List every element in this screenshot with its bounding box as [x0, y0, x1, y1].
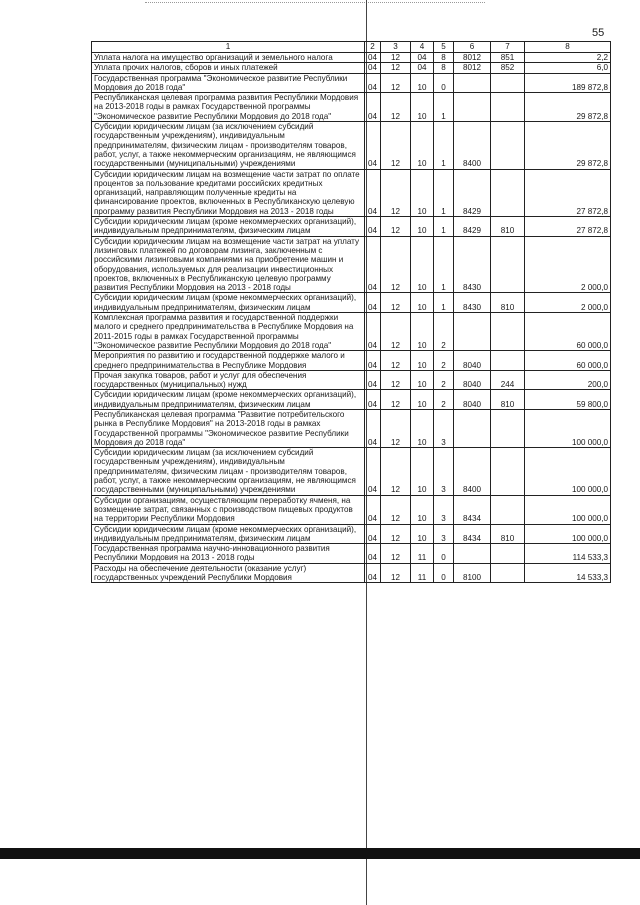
row-value-cell-c5: 2	[434, 390, 454, 410]
row-value-cell-c5: 1	[434, 217, 454, 237]
row-value-cell-c5: 8	[434, 53, 454, 63]
row-value-cell-c7	[491, 544, 525, 564]
row-value-cell-c7	[491, 169, 525, 216]
row-name-cell: Мероприятия по развитию и государственной поддержке малого и среднего предпринимательства в Республике Мордовия	[92, 351, 365, 371]
row-value-cell-c5: 3	[434, 524, 454, 544]
row-value-cell-c7	[491, 122, 525, 169]
row-name-cell: Прочая закупка товаров, работ и услуг для обеспечения государственных (муниципальных) нужд	[92, 370, 365, 390]
row-value-cell-c5: 3	[434, 409, 454, 447]
row-value-cell-c3: 12	[381, 293, 411, 313]
row-value-cell-c7: 851	[491, 53, 525, 63]
row-value-cell-c6: 8400	[454, 448, 491, 495]
row-value-cell-c2: 04	[365, 351, 381, 371]
row-value-cell-c4: 10	[411, 524, 434, 544]
row-value-cell-c7	[491, 73, 525, 93]
row-value-cell-c3: 12	[381, 53, 411, 63]
row-value-cell-c7	[491, 563, 525, 583]
row-value-cell-c3: 12	[381, 544, 411, 564]
row-value-cell-c8: 200,0	[525, 370, 611, 390]
row-value-cell-c4: 10	[411, 448, 434, 495]
row-value-cell-c2: 04	[365, 524, 381, 544]
row-value-cell-c6	[454, 544, 491, 564]
row-value-cell-c4: 04	[411, 53, 434, 63]
table-row	[92, 544, 611, 564]
row-name-cell: Субсидии юридическим лицам (кроме некоммерческих организаций), индивидуальным предпринимателям, физическим лицам	[92, 390, 365, 410]
row-value-cell-c3: 12	[381, 73, 411, 93]
row-name-cell: Уплата прочих налогов, сборов и иных платежей	[92, 63, 365, 73]
row-value-cell-c6: 8100	[454, 563, 491, 583]
table-row	[92, 122, 611, 169]
row-name-cell: Государственная программа научно-инновационного развития Республики Мордовия на 2013 - 2018 годы	[92, 544, 365, 564]
row-value-cell-c3: 12	[381, 563, 411, 583]
row-value-cell-c3: 12	[381, 236, 411, 293]
row-value-cell-c7: 810	[491, 293, 525, 313]
row-value-cell-c2: 04	[365, 169, 381, 216]
row-value-cell-c5: 0	[434, 73, 454, 93]
header-cell: 2	[365, 42, 381, 53]
row-name-cell: Субсидии юридическим лицам (кроме некоммерческих организаций), индивидуальным предпринимателям, физическим лицам	[92, 524, 365, 544]
row-name-cell: Республиканская целевая программа развития Республики Мордовия на 2013-2018 годы в рамках Государственной программы "Экономическое развитие Республики Мордовия до 2018 года"	[92, 93, 365, 122]
row-value-cell-c7	[491, 409, 525, 447]
row-value-cell-c6	[454, 73, 491, 93]
row-value-cell-c8: 59 800,0	[525, 390, 611, 410]
row-value-cell-c2: 04	[365, 370, 381, 390]
row-value-cell-c8: 100 000,0	[525, 495, 611, 524]
row-value-cell-c4: 10	[411, 495, 434, 524]
row-value-cell-c5: 3	[434, 448, 454, 495]
row-value-cell-c5: 1	[434, 93, 454, 122]
scan-footer-bar	[0, 848, 640, 859]
row-value-cell-c8: 2 000,0	[525, 293, 611, 313]
header-cell: 5	[434, 42, 454, 53]
row-value-cell-c3: 12	[381, 93, 411, 122]
row-value-cell-c5: 1	[434, 169, 454, 216]
row-value-cell-c5: 0	[434, 544, 454, 564]
table-row	[92, 524, 611, 544]
row-value-cell-c2: 04	[365, 563, 381, 583]
row-value-cell-c3: 12	[381, 370, 411, 390]
row-value-cell-c6: 8430	[454, 236, 491, 293]
row-value-cell-c3: 12	[381, 495, 411, 524]
row-value-cell-c8: 29 872,8	[525, 93, 611, 122]
row-value-cell-c6	[454, 409, 491, 447]
table-row	[92, 563, 611, 583]
row-value-cell-c8: 29 872,8	[525, 122, 611, 169]
row-value-cell-c6: 8434	[454, 524, 491, 544]
row-value-cell-c6: 8012	[454, 63, 491, 73]
row-value-cell-c2: 04	[365, 409, 381, 447]
row-value-cell-c8: 27 872,8	[525, 217, 611, 237]
table-row	[92, 236, 611, 293]
row-name-cell: Субсидии юридическим лицам (за исключением субсидий государственным учреждениям), индивидуальным предпринимателям, физическим лицам - производителям товаров, работ, услуг, а также некоммерческим организациям, не являющимся государственными (муниципальными) учреждениями	[92, 122, 365, 169]
row-value-cell-c4: 10	[411, 313, 434, 351]
row-value-cell-c4: 10	[411, 169, 434, 216]
row-value-cell-c2: 04	[365, 495, 381, 524]
row-value-cell-c4: 11	[411, 563, 434, 583]
table-row	[92, 93, 611, 122]
row-value-cell-c2: 04	[365, 122, 381, 169]
header-cell: 6	[454, 42, 491, 53]
row-value-cell-c5: 1	[434, 236, 454, 293]
table-row	[92, 293, 611, 313]
row-value-cell-c8: 114 533,3	[525, 544, 611, 564]
row-value-cell-c4: 10	[411, 293, 434, 313]
row-value-cell-c6: 8040	[454, 351, 491, 371]
table-row	[92, 370, 611, 390]
row-value-cell-c7	[491, 495, 525, 524]
row-name-cell: Субсидии юридическим лицам (кроме некоммерческих организаций), индивидуальным предпринимателям, физическим лицам	[92, 293, 365, 313]
table-row	[92, 495, 611, 524]
table-row	[92, 448, 611, 495]
row-value-cell-c5: 8	[434, 63, 454, 73]
row-name-cell: Комплексная программа развития и государственной поддержки малого и среднего предпринимательства в Республике Мордовия на 2011-2015 годы в рамках Государственной программы "Экономическое развитие Республики Мордовия до 2018 года"	[92, 313, 365, 351]
row-value-cell-c2: 04	[365, 448, 381, 495]
row-value-cell-c3: 12	[381, 63, 411, 73]
row-value-cell-c4: 10	[411, 236, 434, 293]
row-name-cell: Уплата налога на имущество организаций и земельного налога	[92, 53, 365, 63]
row-value-cell-c8: 14 533,3	[525, 563, 611, 583]
row-value-cell-c3: 12	[381, 409, 411, 447]
row-value-cell-c3: 12	[381, 122, 411, 169]
row-name-cell: Субсидии юридическим лицам на возмещение части затрат по оплате процентов за пользование кредитами российских кредитных организаций, направляющим полученные кредиты на финансирование проектов, включенных в Республиканскую целевую программу развития Республики Мордовия на 2013 - 2018 годы	[92, 169, 365, 216]
row-value-cell-c2: 04	[365, 390, 381, 410]
row-value-cell-c4: 10	[411, 73, 434, 93]
row-name-cell: Республиканская целевая программа "Развитие потребительского рынка в Республике Мордовия" на 2013-2018 годы в рамках Государственной программы "Экономическое развитие Республики Мордовия до 2018 года"	[92, 409, 365, 447]
row-value-cell-c4: 10	[411, 122, 434, 169]
row-value-cell-c8: 60 000,0	[525, 313, 611, 351]
row-value-cell-c8: 2,2	[525, 53, 611, 63]
row-value-cell-c3: 12	[381, 448, 411, 495]
row-value-cell-c2: 04	[365, 53, 381, 63]
row-value-cell-c5: 1	[434, 293, 454, 313]
table-row	[92, 351, 611, 371]
row-value-cell-c2: 04	[365, 544, 381, 564]
row-name-cell: Государственная программа "Экономическое развитие Республики Мордовия до 2018 года"	[92, 73, 365, 93]
header-cell: 3	[381, 42, 411, 53]
header-cell: 1	[92, 42, 365, 53]
row-value-cell-c3: 12	[381, 217, 411, 237]
row-value-cell-c2: 04	[365, 93, 381, 122]
row-value-cell-c7	[491, 313, 525, 351]
row-name-cell: Субсидии юридическим лицам (за исключением субсидий государственным учреждениям), индивидуальным предпринимателям, физическим лицам - производителям товаров, работ, услуг, а также некоммерческим организациям, не являющимся государственными (муниципальными) учреждениями	[92, 448, 365, 495]
row-value-cell-c4: 10	[411, 351, 434, 371]
table-row	[92, 217, 611, 237]
row-value-cell-c7: 810	[491, 390, 525, 410]
row-value-cell-c6: 8040	[454, 370, 491, 390]
row-value-cell-c7: 810	[491, 217, 525, 237]
row-value-cell-c7	[491, 93, 525, 122]
row-name-cell: Расходы на обеспечение деятельности (оказание услуг) государственных учреждений Республики Мордовия	[92, 563, 365, 583]
header-cell: 7	[491, 42, 525, 53]
row-value-cell-c8: 60 000,0	[525, 351, 611, 371]
row-value-cell-c8: 2 000,0	[525, 236, 611, 293]
row-name-cell: Субсидии юридическим лицам (кроме некоммерческих организаций), индивидуальным предпринимателям, физическим лицам	[92, 217, 365, 237]
table-row	[92, 53, 611, 63]
row-value-cell-c8: 189 872,8	[525, 73, 611, 93]
row-value-cell-c7	[491, 236, 525, 293]
row-value-cell-c6: 8040	[454, 390, 491, 410]
row-value-cell-c2: 04	[365, 73, 381, 93]
row-value-cell-c6: 8429	[454, 169, 491, 216]
row-value-cell-c2: 04	[365, 313, 381, 351]
header-cell: 8	[525, 42, 611, 53]
scan-top-marks	[145, 2, 485, 7]
row-value-cell-c8: 100 000,0	[525, 409, 611, 447]
row-value-cell-c5: 1	[434, 122, 454, 169]
row-value-cell-c2: 04	[365, 63, 381, 73]
row-value-cell-c8: 27 872,8	[525, 169, 611, 216]
row-value-cell-c3: 12	[381, 390, 411, 410]
row-value-cell-c7	[491, 448, 525, 495]
row-value-cell-c4: 10	[411, 409, 434, 447]
row-value-cell-c3: 12	[381, 169, 411, 216]
table-row	[92, 409, 611, 447]
row-value-cell-c4: 10	[411, 93, 434, 122]
row-value-cell-c5: 3	[434, 495, 454, 524]
row-value-cell-c6: 8012	[454, 53, 491, 63]
table-row	[92, 63, 611, 73]
row-value-cell-c6	[454, 313, 491, 351]
row-value-cell-c2: 04	[365, 293, 381, 313]
row-value-cell-c6	[454, 93, 491, 122]
row-value-cell-c7: 244	[491, 370, 525, 390]
row-name-cell: Субсидии организациям, осуществляющим переработку ячменя, на возмещение затрат, связанных с производством пищевых продуктов на территории Республики Мордовия	[92, 495, 365, 524]
row-value-cell-c4: 10	[411, 217, 434, 237]
row-value-cell-c5: 2	[434, 370, 454, 390]
row-value-cell-c6: 8429	[454, 217, 491, 237]
row-value-cell-c5: 2	[434, 313, 454, 351]
table-row	[92, 390, 611, 410]
row-value-cell-c8: 6,0	[525, 63, 611, 73]
row-value-cell-c2: 04	[365, 217, 381, 237]
row-value-cell-c4: 10	[411, 390, 434, 410]
row-value-cell-c3: 12	[381, 313, 411, 351]
row-value-cell-c5: 2	[434, 351, 454, 371]
row-value-cell-c6: 8430	[454, 293, 491, 313]
row-value-cell-c6: 8400	[454, 122, 491, 169]
table-row	[92, 313, 611, 351]
row-value-cell-c7: 810	[491, 524, 525, 544]
row-name-cell: Субсидии юридическим лицам на возмещение части затрат на уплату лизинговых платежей по договорам лизинга, заключенным с российскими лизинговыми компаниями на приобретение машин и оборудования, используемых для реализации инвестиционных проектов, включенных в Республиканскую целевую программу развития Республики Мордовия на 2013 - 2018 годы	[92, 236, 365, 293]
table-header-row	[92, 42, 611, 53]
table-row	[92, 169, 611, 216]
row-value-cell-c3: 12	[381, 351, 411, 371]
row-value-cell-c4: 10	[411, 370, 434, 390]
row-value-cell-c8: 100 000,0	[525, 524, 611, 544]
row-value-cell-c3: 12	[381, 524, 411, 544]
page-number: 55	[592, 27, 605, 39]
row-value-cell-c7: 852	[491, 63, 525, 73]
row-value-cell-c5: 0	[434, 563, 454, 583]
row-value-cell-c6: 8434	[454, 495, 491, 524]
row-value-cell-c7	[491, 351, 525, 371]
budget-table	[91, 41, 611, 583]
row-value-cell-c4: 11	[411, 544, 434, 564]
row-value-cell-c8: 100 000,0	[525, 448, 611, 495]
row-value-cell-c2: 04	[365, 236, 381, 293]
header-cell: 4	[411, 42, 434, 53]
row-value-cell-c4: 04	[411, 63, 434, 73]
table-row	[92, 73, 611, 93]
